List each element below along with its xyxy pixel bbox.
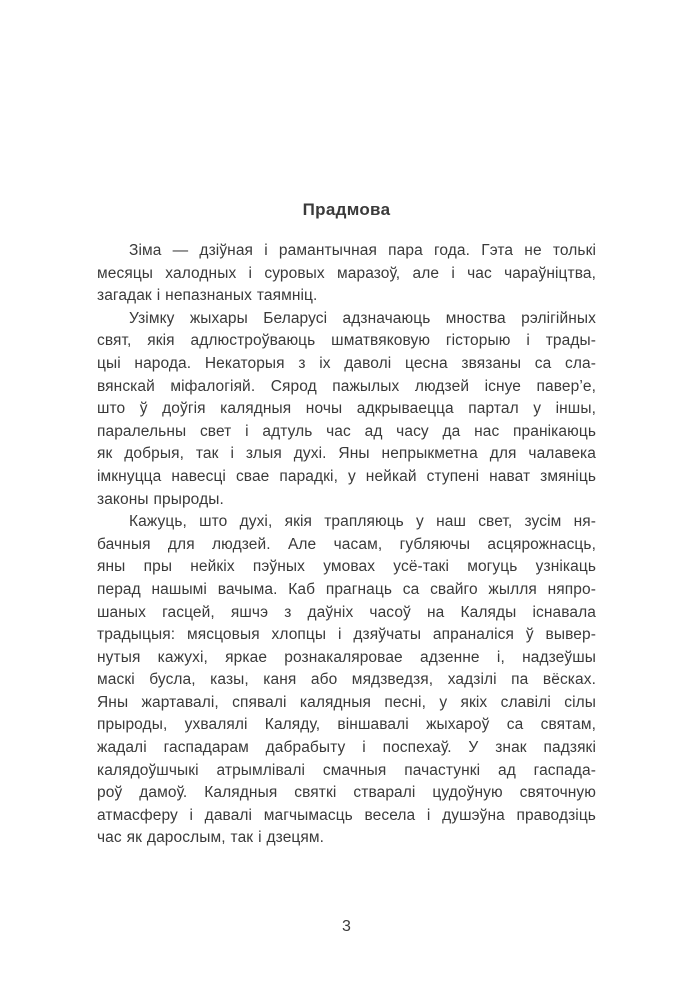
text-line: шаных гасцей, яшчэ з даўніх часоў на Каляды існавала: [97, 603, 596, 621]
page-content: [97, 200, 596, 850]
text-line: што ў доўгія калядныя ночы адкрываецца партал у іншы,: [97, 400, 596, 418]
text-line: перад нашымі вачыма. Каб прагнаць са свайго жылля няпро-: [97, 580, 596, 598]
preface-text: [97, 240, 596, 850]
text-line: час як дарослым, так і дзецям.: [97, 829, 325, 847]
text-line: яны пры нейкіх пэўных умовах усё-такі могуць узнікаць: [97, 558, 596, 576]
text-line: калядоўшчыкі атрымлівалі смачныя пачастункі ад гаспада-: [97, 761, 596, 779]
text-line: законы прыроды.: [97, 490, 224, 508]
text-line: атмасферу і давалі магчымасць весела і душэўна праводзіць: [97, 806, 596, 824]
text-line: месяцы халодных і суровых маразоў, але і час чараўніцтва,: [97, 264, 596, 282]
page-title: Прадмова: [302, 200, 391, 219]
text-line: Яны жартавалі, спявалі калядныя песні, у якіх славілі сілы: [97, 693, 596, 711]
text-line: цыі народа. Некаторыя з іх даволі цесна звязаны са сла-: [97, 354, 596, 372]
text-line: Узімку жыхары Беларусі адзначаюць мноства рэлігійных: [129, 309, 596, 327]
text-line: паралельны свет і адтуль час ад часу да нас пранікаюць: [97, 422, 596, 440]
text-line: традыцыя: мясцовыя хлопцы і дзяўчаты апраналіся ў вывер-: [97, 626, 596, 644]
text-line: жадалі гаспадарам дабрабыту і поспехаў. У знак падзякі: [97, 739, 596, 757]
text-line: прыроды, ухвалялі Каляду, віншавалі жыхароў са святам,: [97, 716, 596, 734]
text-line: Кажуць, што духі, якія трапляюць у наш свет, зусім ня-: [129, 513, 596, 531]
text-line: свят, якія адлюстроўваюць шматвяковую гісторыю і трады-: [97, 332, 596, 350]
page-number: 3: [342, 918, 351, 935]
text-line: роў дамоў. Калядныя святкі стваралі цудоўную святочную: [97, 784, 596, 802]
text-line: імкнуцца навесці свае парадкі, у нейкай ступені нават змяніць: [97, 467, 596, 485]
text-line: як добрыя, так і злыя духі. Яны непрыкметна для чалавека: [97, 445, 596, 463]
text-line: Зіма — дзіўная і рамантычная пара года. Гэта не толькі: [129, 242, 596, 259]
text-line: бачныя для людзей. Але часам, губляючы асцярожнасць,: [97, 535, 596, 553]
text-line: загадак і непазнаных таямніц.: [97, 287, 318, 305]
text-line: маскі бусла, казы, каня або мядзведзя, хадзілі па вёсках.: [97, 671, 596, 689]
text-line: нутыя кажухі, яркае рознакаляровае адзенне і, надзеўшы: [97, 648, 596, 666]
text-line: вянскай міфалогіяй. Сярод пажылых людзей існуе павер’е,: [97, 377, 596, 395]
